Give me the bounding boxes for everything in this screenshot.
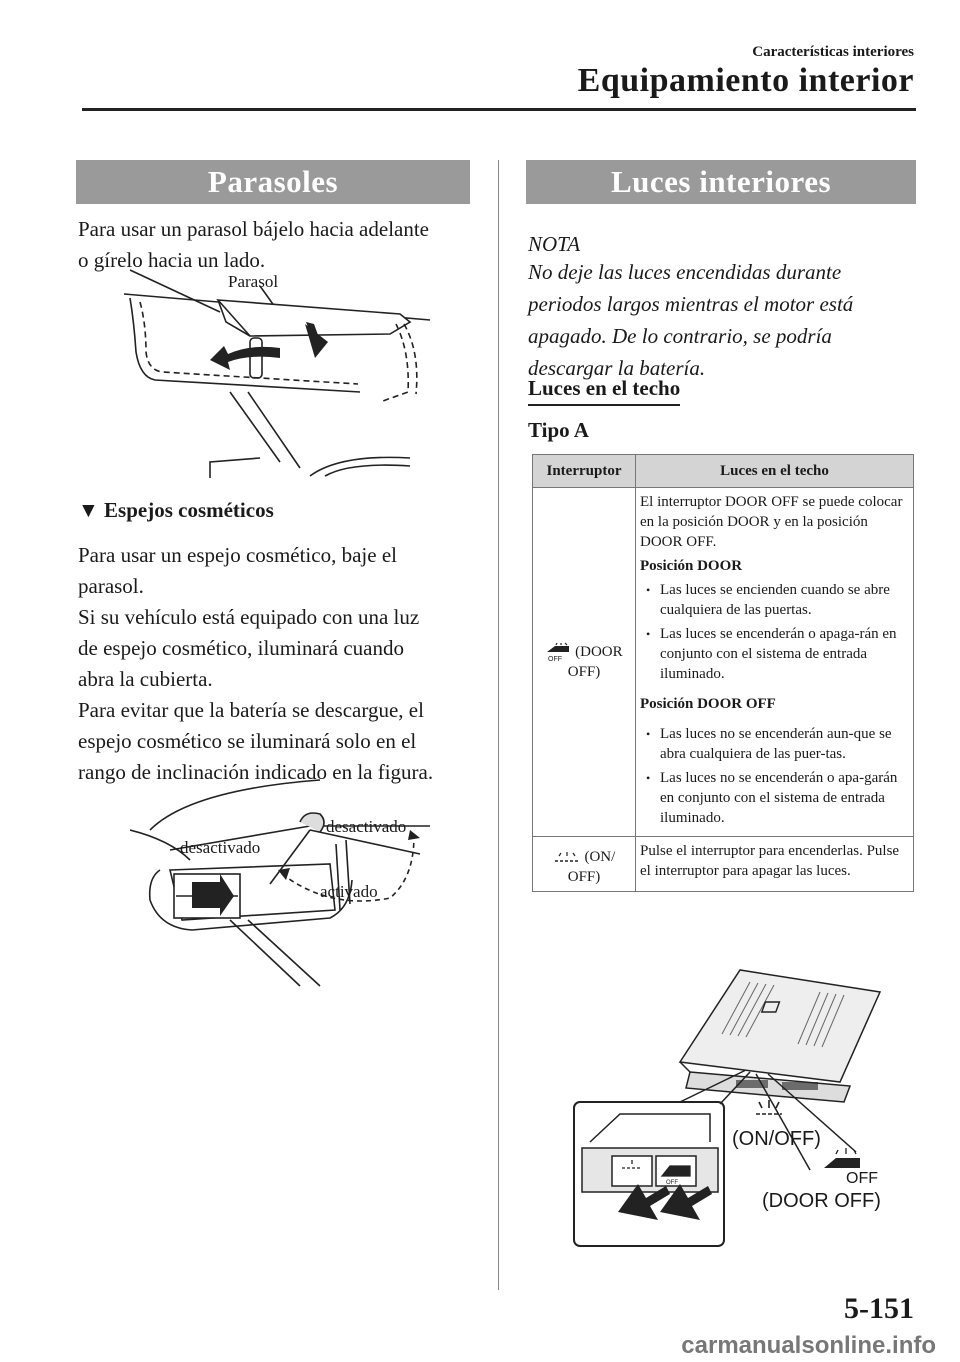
parasol-label: Parasol: [228, 272, 279, 291]
door-off-icon-text: OFF: [548, 656, 563, 663]
espejos-line-6: espejo cosmético se iluminará solo en el: [78, 729, 417, 753]
off-right-label: desactivado: [326, 817, 407, 836]
nota-line-2: apagado. De lo contrario, se podría: [528, 324, 832, 348]
list-item: • Las luces no se encenderán o apa-garán en conjunto con el sistema de entrada iluminado.: [640, 768, 909, 828]
espejos-line-3: de espejo cosmético, iluminará cuando: [78, 636, 404, 660]
chapter-title: Características interiores: [752, 44, 914, 60]
console-off-text: OFF: [666, 1180, 678, 1186]
espejos-line-0: Para usar un espejo cosmético, baje el: [78, 543, 397, 567]
header-rule: [82, 108, 916, 111]
fig-off-label: OFF: [846, 1170, 878, 1187]
nota-line-1: periodos largos mientras el motor está: [528, 292, 854, 316]
ceiling-light-icon: [553, 851, 581, 865]
watermark: carmanualsonline.info: [681, 1332, 936, 1359]
espejos-line-4: abra la cubierta.: [78, 667, 213, 691]
door-off-icon: [545, 642, 571, 662]
on-label: activado: [320, 882, 378, 901]
pos-door-off-heading: Posición DOOR OFF: [640, 696, 776, 712]
tipo-a-heading: Tipo A: [528, 418, 589, 442]
table-row: [533, 488, 914, 837]
parasoles-text-2: o gírelo hacia un lado.: [78, 248, 266, 272]
espejos-line-1: parasol.: [78, 574, 144, 598]
nota-line-3: descargar la batería.: [528, 356, 706, 380]
sun-visor-figure: [110, 262, 440, 478]
on-off-switch-label: (ON/ OFF): [567, 849, 616, 885]
list-item: • Las luces se encienden cuando se abre cualquiera de las puertas.: [640, 580, 909, 620]
header-interruptor: Interruptor: [533, 455, 636, 488]
door-off-desc-cell: [636, 488, 914, 837]
off-left-label: desactivado: [180, 838, 261, 857]
door-off-intro: El interruptor DOOR OFF se puede colocar en la posición DOOR y en la posición DOOR OFF.: [640, 494, 903, 550]
table-row: [533, 837, 914, 892]
luces-techo-heading: Luces en el techo: [528, 376, 680, 406]
parasoles-text-1: Para usar un parasol bájelo hacia adelante: [78, 217, 430, 241]
on-off-desc-cell: [636, 837, 914, 892]
espejos-line-7: rango de inclinación indicado en la figura.: [78, 760, 434, 784]
fig-onoff-label: (ON/OFF): [732, 1128, 821, 1150]
parasoles-heading: Parasoles: [76, 160, 470, 204]
vanity-mirror-figure: [130, 770, 450, 990]
column-divider: [498, 160, 499, 1290]
fig-dooroff-label: (DOOR OFF): [762, 1190, 881, 1212]
list-item: • Las luces no se encenderán aun-que se abra cualquiera de las puer-tas.: [640, 724, 909, 764]
espejos-heading: ▼ Espejos cosméticos: [78, 498, 274, 522]
page-number: 5-151: [844, 1292, 914, 1325]
pos-door-heading: Posición DOOR: [640, 558, 743, 574]
espejos-line-2: Si su vehículo está equipado con una luz: [78, 605, 420, 629]
nota-line-0: No deje las luces encendidas durante: [528, 260, 842, 284]
list-item: • Las luces se encenderán o apaga-rán en conjunto con el sistema de entrada iluminado.: [640, 624, 909, 684]
door-off-switch-label: (DOOR OFF): [567, 643, 623, 681]
nota-heading: NOTA: [528, 232, 581, 256]
table-header-row: [533, 455, 914, 488]
header-luces: Luces en el techo: [636, 455, 914, 488]
on-off-switch-cell: [533, 837, 636, 892]
door-off-switch-cell: [533, 488, 636, 837]
espejos-line-5: Para evitar que la batería se descargue, el: [78, 698, 424, 722]
on-off-desc: Pulse el interruptor para encenderlas. Pulse el interruptor para apagar las luces.: [640, 843, 900, 879]
section-title: Equipamiento interior: [577, 62, 914, 99]
luces-table: [532, 454, 914, 892]
luces-heading: Luces interiores: [526, 160, 916, 204]
